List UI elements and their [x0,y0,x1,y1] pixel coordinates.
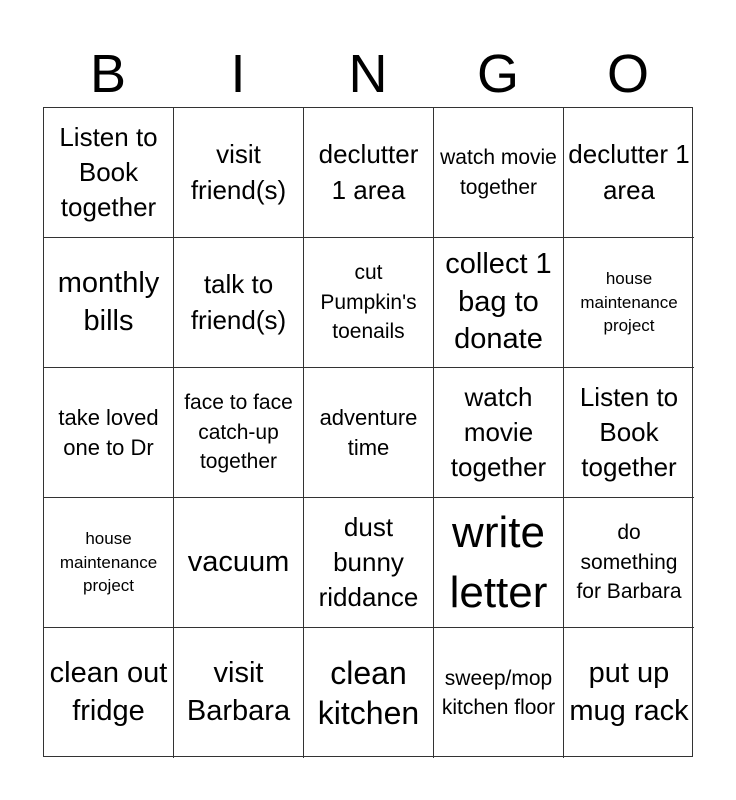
bingo-cell[interactable]: Listen to Book together [44,108,174,238]
bingo-cell[interactable]: house maintenance project [564,238,694,368]
bingo-cell[interactable]: take loved one to Dr [44,368,174,498]
bingo-cell[interactable]: collect 1 bag to donate [434,238,564,368]
bingo-cell[interactable]: declutter 1 area [304,108,434,238]
bingo-cell[interactable]: talk to friend(s) [174,238,304,368]
bingo-grid [43,107,693,757]
header-letter-b: B [89,44,127,104]
bingo-cell[interactable]: write letter [434,498,564,628]
bingo-cell[interactable]: Listen to Book together [564,368,694,498]
bingo-cell[interactable]: dust bunny riddance [304,498,434,628]
bingo-cell[interactable]: sweep/mop kitchen floor [434,628,564,758]
header-letter-g: G [476,44,519,104]
bingo-cell[interactable]: face to face catch-up together [174,368,304,498]
header-letter-o: O [606,44,649,104]
bingo-cell[interactable]: watch movie together [434,108,564,238]
bingo-header [43,40,693,108]
bingo-cell[interactable]: cut Pumpkin's toenails [304,238,434,368]
bingo-cell[interactable]: do something for Barbara [564,498,694,628]
bingo-cell[interactable]: clean kitchen [304,628,434,758]
header-letter-n: N [348,44,388,104]
bingo-cell[interactable]: visit Barbara [174,628,304,758]
bingo-cell[interactable]: vacuum [174,498,304,628]
bingo-cell[interactable]: put up mug rack [569,657,689,727]
bingo-cell[interactable]: visit friend(s) [174,108,304,238]
bingo-cell[interactable]: adventure time [304,368,434,498]
bingo-cell[interactable]: monthly bills [44,238,174,368]
header-letter-i: I [230,44,246,104]
bingo-cell[interactable]: watch movie together [434,368,564,498]
bingo-cell[interactable]: house maintenance project [44,498,174,628]
bingo-cell[interactable]: clean out fridge [44,628,174,758]
bingo-cell[interactable]: declutter 1 area [564,108,694,238]
